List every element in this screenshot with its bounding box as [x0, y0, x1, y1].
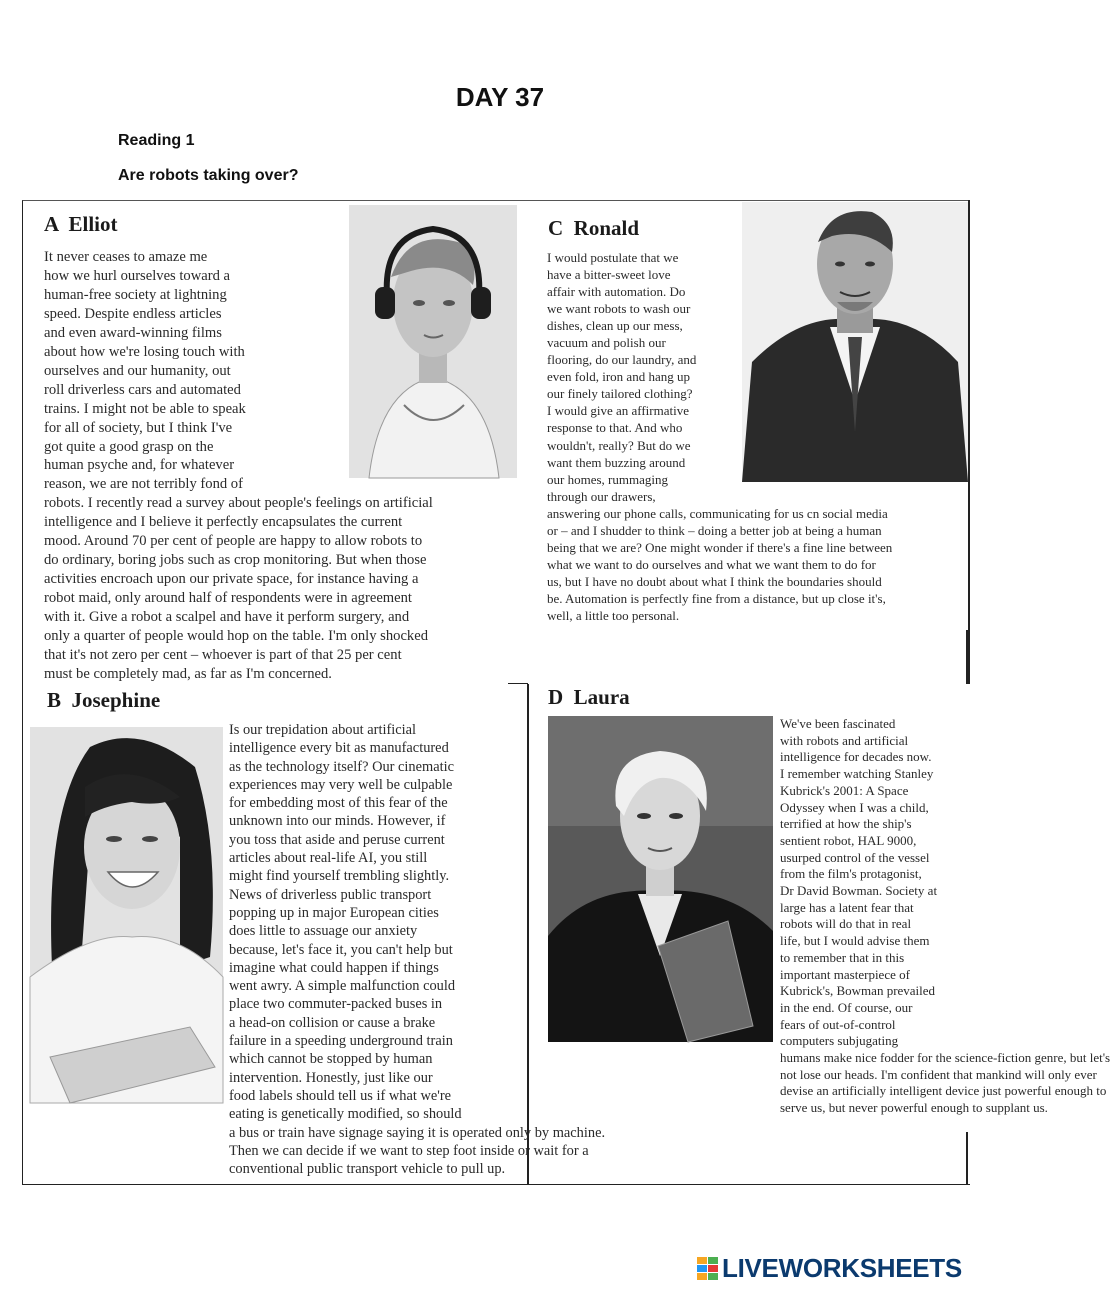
text-line: Then we can decide if we want to step foot inside or wait for a — [229, 1142, 589, 1159]
text-line: you toss that aside and peruse current — [229, 831, 445, 848]
text-line: popping up in major European cities — [229, 904, 439, 921]
reading-label: Reading 1 — [118, 132, 195, 149]
text-line: robots. I recently read a survey about people's feelings on artificial — [44, 495, 433, 512]
josephine-photo — [30, 727, 223, 1103]
text-line: roll driverless cars and automated — [44, 381, 241, 398]
text-line: speed. Despite endless articles — [44, 305, 222, 322]
text-line: went awry. A simple malfunction could — [229, 978, 456, 995]
page-title: DAY 37 — [455, 82, 545, 112]
text-line: vacuum and polish our — [547, 335, 666, 351]
liveworksheets-logo — [697, 1254, 997, 1284]
text-line: failure in a speeding underground train — [229, 1033, 453, 1050]
text-line: reason, we are not terribly fond of — [44, 476, 243, 493]
text-line: fears of out-of-control — [780, 1016, 896, 1032]
text-line: we want robots to wash our — [547, 301, 691, 317]
text-line: not lose our heads. I'm confident that mankind will only ever — [780, 1066, 1097, 1082]
text-line: unknown into our minds. However, if — [229, 813, 446, 830]
text-line: intelligence and I believe it perfectly encapsulates the current — [44, 514, 403, 531]
text-line: intelligence for decades now. — [780, 749, 932, 765]
logo-text: LIVEWORKSHEETS — [722, 1253, 962, 1283]
text-line: our homes, rummaging — [547, 471, 668, 487]
logo-icon — [697, 1257, 719, 1281]
text-line: and even award-winning films — [44, 324, 222, 341]
text-line: to remember that in this — [780, 949, 905, 965]
text-line: how we hurl ourselves toward a — [44, 267, 231, 284]
logo-block — [697, 1265, 707, 1272]
laura-heading: D Laura — [548, 685, 630, 709]
text-line: trains. I might not be able to speak — [44, 400, 246, 417]
text-line: human psyche and, for whatever — [44, 457, 235, 474]
text-line: mood. Around 70 per cent of people are happy to allow robots to — [44, 533, 423, 550]
reading-question: Are robots taking over? — [118, 167, 299, 184]
text-line: intelligence every bit as manufactured — [229, 740, 449, 757]
text-line: got quite a good grasp on the — [44, 438, 214, 455]
text-line: robots will do that in real — [780, 916, 912, 932]
text-line: terrified at how the ship's — [780, 816, 912, 832]
text-line: well, a little too personal. — [547, 607, 680, 623]
text-line: life, but I would advise them — [780, 933, 930, 949]
text-line: I would postulate that we — [547, 250, 679, 265]
text-line: computers subjugating — [780, 1033, 899, 1049]
text-line: human-free society at lightning — [44, 286, 227, 303]
text-line: even fold, iron and hang up — [547, 369, 690, 385]
text-line: eating is genetically modified, so should — [229, 1106, 462, 1123]
text-line: News of driverless public transport — [229, 886, 432, 903]
logo-block — [708, 1257, 718, 1264]
josephine-text — [229, 721, 605, 1178]
ronald-text — [547, 249, 892, 624]
text-line: devise an artificially intelligent device just powerful enough to — [780, 1083, 1107, 1099]
text-line: from the film's protagonist, — [780, 866, 922, 882]
text-line: want them buzzing around — [547, 454, 686, 470]
elliot-heading: A Elliot — [44, 212, 118, 236]
text-line: It never ceases to amaze me — [44, 249, 208, 265]
text-line: imagine what could happen if things — [229, 959, 439, 976]
text-line: because, let's face it, you can't help but — [229, 941, 453, 958]
text-line: being that we are? One might wonder if there's a fine line between — [547, 539, 893, 555]
text-line: with robots and artificial — [780, 732, 909, 748]
text-line: only a quarter of people would hop on the table. I'm only shocked — [44, 628, 428, 645]
text-line: I remember watching Stanley — [780, 766, 934, 782]
text-line: what we want to do ourselves and what we want them to do for — [547, 556, 876, 572]
ronald-heading: C Ronald — [548, 216, 640, 240]
text-line: Is our trepidation about artificial — [229, 722, 417, 738]
text-line: with it. Give a robot a scalpel and have it perform surgery, and — [44, 609, 410, 626]
text-line: robot maid, only around half of respondents were in agreement — [44, 590, 412, 607]
text-line: Dr David Bowman. Society at — [780, 883, 938, 899]
text-line: through our drawers, — [547, 488, 656, 504]
text-line: in the end. Of course, our — [780, 999, 913, 1015]
text-line: be. Automation is perfectly fine from a distance, but up close it's, — [547, 590, 886, 606]
text-line: for embedding most of this fear of the — [229, 795, 448, 812]
text-line: for all of society, but I think I've — [44, 419, 233, 436]
text-line: or – and I shudder to think – doing a better job at being a human — [547, 522, 882, 538]
text-line: dishes, clean up our mess, — [547, 318, 683, 334]
text-line: experiences may very well be culpable — [229, 776, 453, 793]
frame-mark — [966, 630, 968, 684]
text-line: us, but I have no doubt about what I think the boundaries should — [547, 573, 882, 589]
text-line: must be completely mad, as far as I'm concerned. — [44, 665, 332, 682]
text-line: humans make nice fodder for the science-fiction genre, but let's — [780, 1050, 1110, 1066]
text-line: that it's not zero per cent – whoever is part of that 25 per cent — [44, 647, 402, 664]
logo-block — [708, 1273, 718, 1280]
text-line: ourselves and our humanity, out — [44, 362, 231, 379]
text-line: I would give an affirmative — [547, 403, 689, 419]
logo-block — [697, 1257, 707, 1264]
text-line: intervention. Honestly, just like our — [229, 1069, 433, 1086]
text-line: response to that. And who — [547, 420, 683, 436]
text-line: important masterpiece of — [780, 966, 910, 982]
laura-text — [780, 716, 1110, 1117]
text-line: large has a latent fear that — [780, 899, 914, 915]
text-line: serve us, but never powerful enough to supplant us. — [780, 1100, 1048, 1116]
text-line: do ordinary, boring jobs such as crop monitoring. But when those — [44, 552, 427, 569]
text-line: Kubrick's 2001: A Space — [780, 782, 909, 798]
frame-right-edge-bottom — [966, 1132, 968, 1185]
text-line: Odyssey when I was a child, — [780, 799, 929, 815]
text-line: which cannot be stopped by human — [229, 1051, 433, 1068]
text-line: as the technology itself? Our cinematic — [229, 758, 454, 775]
text-line: wouldn't, really? But do we — [547, 437, 691, 453]
logo-block — [697, 1273, 707, 1280]
text-line: our finely tailored clothing? — [547, 386, 693, 402]
text-line: activities encroach upon our private space, for instance having a — [44, 571, 419, 588]
logo-block — [708, 1265, 718, 1272]
text-line: articles about real-life AI, you still — [229, 850, 428, 867]
text-line: affair with automation. Do — [547, 284, 686, 300]
text-line: about how we're losing touch with — [44, 343, 245, 360]
text-line: does little to assuage our anxiety — [229, 923, 418, 940]
text-line: have a bitter-sweet love — [547, 267, 671, 283]
text-line: sentient robot, HAL 9000, — [780, 832, 917, 848]
text-line: usurped control of the vessel — [780, 849, 930, 865]
text-line: might find yourself trembling slightly. — [229, 868, 450, 885]
text-line: food labels should tell us if what we're — [229, 1087, 452, 1104]
elliot-text — [44, 248, 433, 684]
frame-right-edge-top — [968, 200, 970, 684]
text-line: flooring, do our laundry, and — [547, 352, 697, 368]
text-line: a head-on collision or cause a brake — [229, 1014, 436, 1031]
text-line: a bus or train have signage saying it is operated only by machine. — [229, 1124, 606, 1141]
text-line: place two commuter-packed buses in — [229, 996, 443, 1013]
text-line: Kubrick's, Bowman prevailed — [780, 983, 936, 999]
section-separator — [508, 683, 528, 684]
text-line: answering our phone calls, communicating for us cn social media — [547, 505, 888, 521]
text-line: conventional public transport vehicle to pull up. — [229, 1161, 506, 1178]
text-line: We've been fascinated — [780, 716, 896, 731]
josephine-heading: B Josephine — [47, 688, 161, 712]
